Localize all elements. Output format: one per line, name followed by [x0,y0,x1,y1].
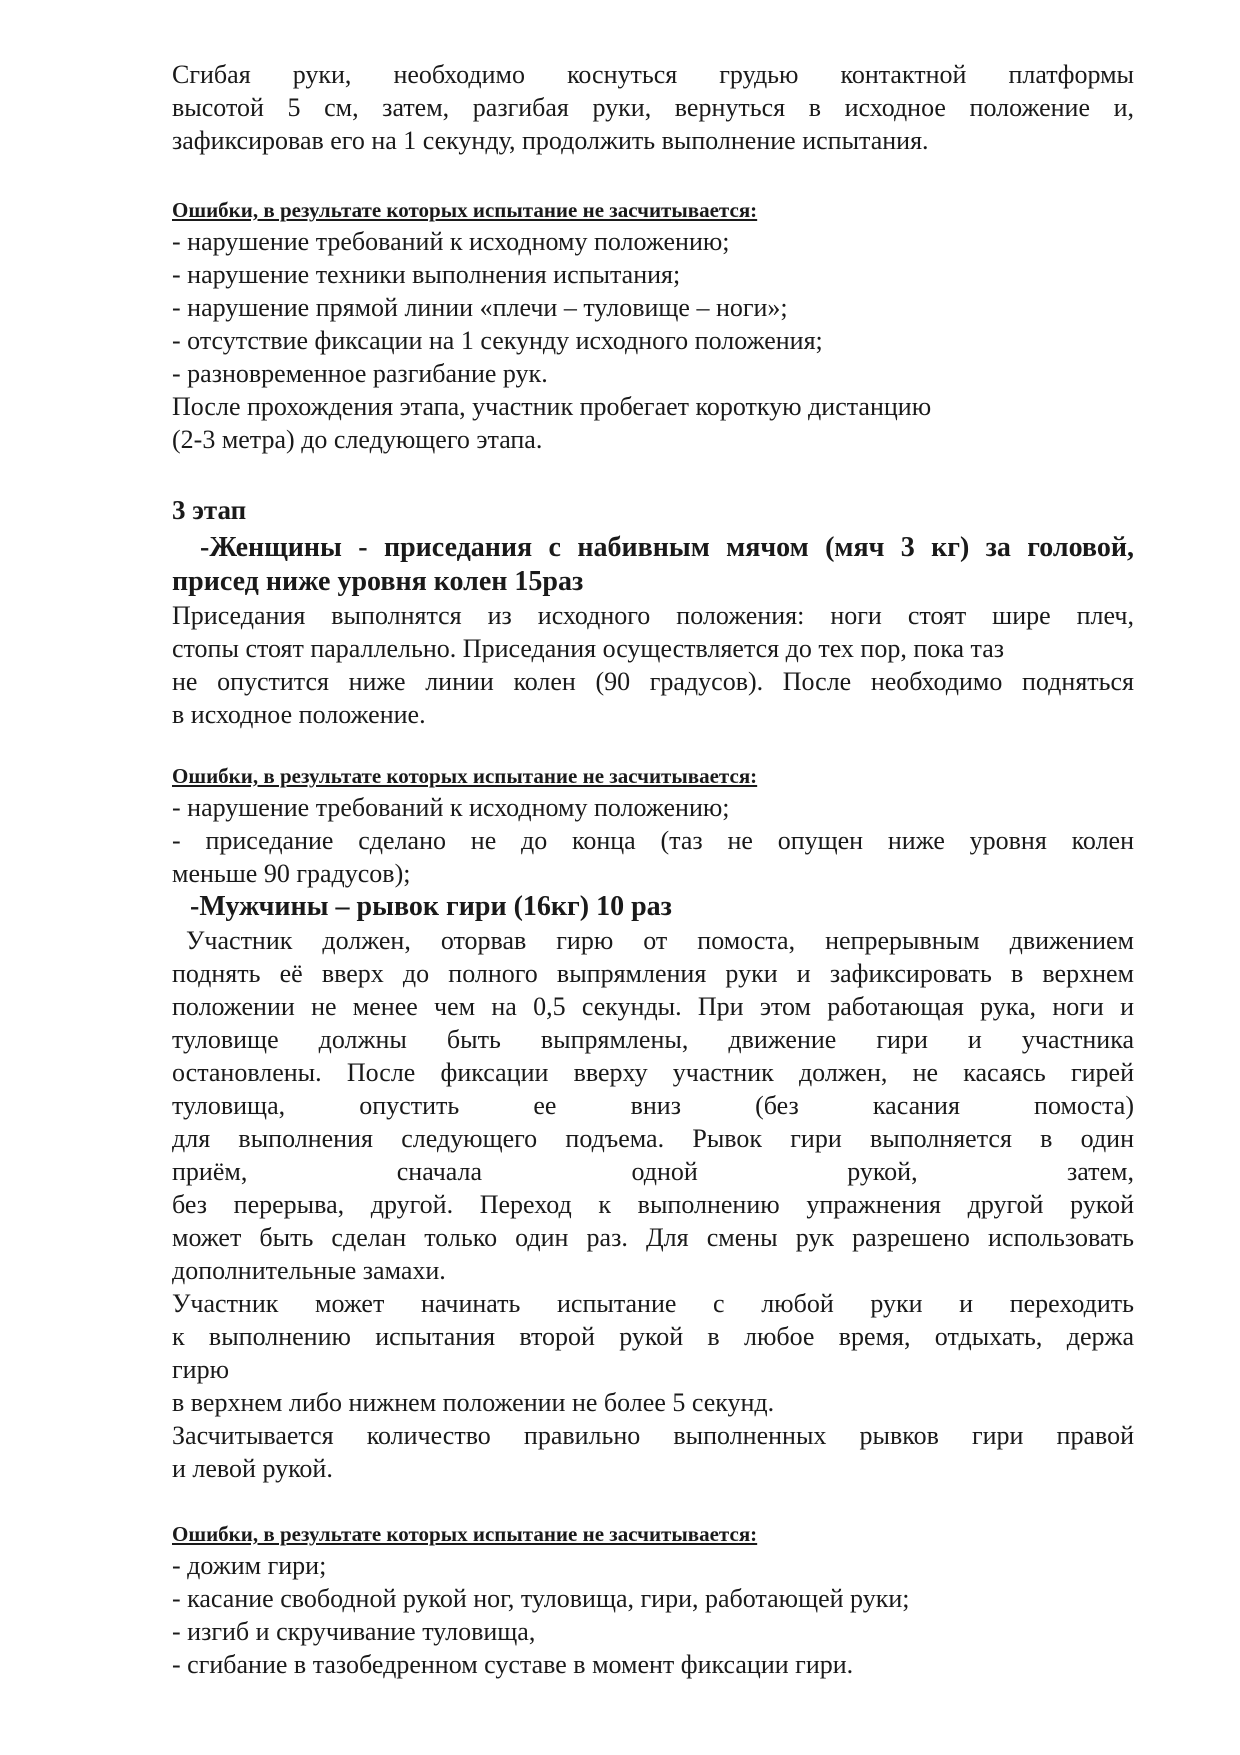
text-line: туловища, опустить ее вниз (без касания помоста) [172,1091,1134,1120]
errors-heading: Ошибки, в результате которых испытание не засчитывается: [172,1522,758,1546]
paragraph-pushup-technique [172,58,1134,157]
text-line: в исходное положение. [172,700,426,729]
paragraph-transition [172,390,1134,456]
list-item: - сгибание в тазобедренном суставе в момент фиксации гири. [172,1650,854,1679]
text-line: может быть сделан только один раз. Для смены рук разрешено использовать [172,1223,1134,1252]
text-line: (2-3 метра) до следующего этапа. [172,425,543,454]
list-item: - касание свободной рукой ног, туловища, гири, работающей руки; [172,1584,910,1613]
paragraph-squat-technique [172,599,1134,731]
text-line: гирю [172,1355,230,1384]
list-item: - приседание сделано не до конца (таз не опущен ниже уровня колен [172,826,1134,855]
errors-list [172,1549,1134,1681]
text-line: зафиксировав его на 1 секунду, продолжить выполнение испытания. [172,126,929,155]
errors-heading: Ошибки, в результате которых испытание не засчитывается: [172,198,758,222]
text-line: Участник должен, оторвав гирю от помоста, непрерывным движением [186,926,1134,955]
men-heading: -Мужчины – рывок гири (16кг) 10 раз [190,891,672,922]
list-item: - нарушение требований к исходному положению; [172,227,730,256]
list-item: - отсутствие фиксации на 1 секунду исходного положения; [172,326,823,355]
errors-list [172,225,1134,390]
text-line: высотой 5 см, затем, разгибая руки, вернуться в исходное положение и, [172,93,1134,122]
heading-line: -Женщины - приседания с набивным мячом (мяч 3 кг) за головой, [200,532,1134,563]
text-line: приём, сначала одной рукой, затем, [172,1157,1134,1186]
text-line: в верхнем либо нижнем положении не более 5 секунд. [172,1388,775,1417]
text-line: положении не менее чем на 0,5 секунды. При этом работающая рука, ноги и [172,992,1134,1021]
heading-line: присед ниже уровня колен 15раз [172,566,584,597]
list-item: - разновременное разгибание рук. [172,359,548,388]
text-line: не опустится ниже линии колен (90 градусов). После необходимо подняться [172,667,1134,696]
women-heading [172,531,1134,599]
list-item: - дожим гири; [172,1551,327,1580]
text-line: Засчитывается количество правильно выполненных рывков гири правой [172,1421,1134,1450]
document-content [172,58,1134,1681]
text-line: стопы стоят параллельно. Приседания осуществляется до тех пор, пока таз [172,634,1005,663]
paragraph-scoring [172,1419,1134,1485]
list-item: - нарушение прямой линии «плечи – туловище – ноги»; [172,293,788,322]
list-item: меньше 90 градусов); [172,859,411,888]
errors-heading: Ошибки, в результате которых испытание не засчитывается: [172,764,758,788]
text-line: поднять её вверх до полного выпрямления руки и зафиксировать в верхнем [172,959,1134,988]
paragraph-hand-switch [172,1287,1134,1419]
text-line: и левой рукой. [172,1454,333,1483]
text-line: остановлены. После фиксации вверху участник должен, не касаясь гирей [172,1058,1134,1087]
text-line: Сгибая руки, необходимо коснуться грудью контактной платформы [172,60,1134,89]
text-line: для выполнения следующего подъема. Рывок гири выполняется в один [172,1124,1134,1153]
text-line: туловище должны быть выпрямлены, движение гири и участника [172,1025,1134,1054]
text-line: Приседания выполнятся из исходного положения: ноги стоят шире плеч, [172,601,1134,630]
text-line: без перерыва, другой. Переход к выполнению упражнения другой рукой [172,1190,1134,1219]
list-item: - нарушение техники выполнения испытания; [172,260,681,289]
paragraph-kettlebell-technique [172,924,1134,1287]
text-line: дополнительные замахи. [172,1256,446,1285]
stage-title: 3 этап [172,495,247,525]
text-line: После прохождения этапа, участник пробегает короткую дистанцию [172,392,932,421]
list-item: - нарушение требований к исходному положению; [172,793,730,822]
errors-list [172,791,1134,890]
text-line: Участник может начинать испытание с любой руки и переходить [172,1289,1134,1318]
text-line: к выполнению испытания второй рукой в любое время, отдыхать, держа [172,1322,1134,1351]
list-item: - изгиб и скручивание туловища, [172,1617,536,1646]
